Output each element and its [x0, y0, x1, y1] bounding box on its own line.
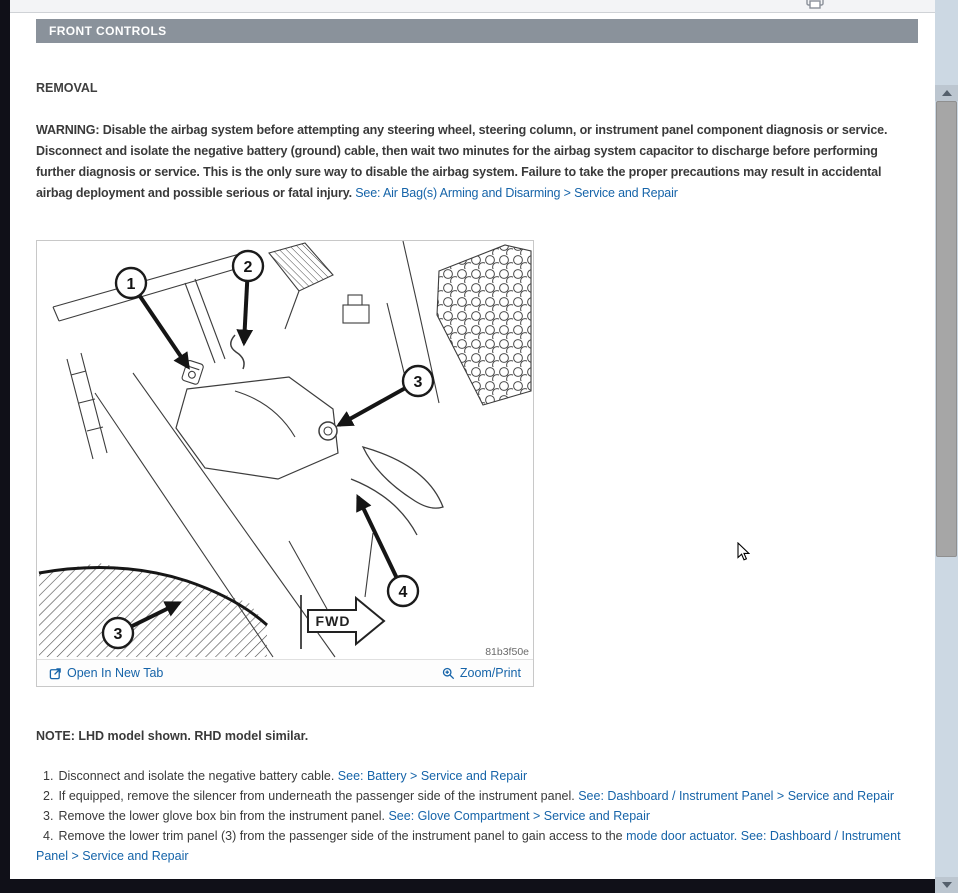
lower-trim-panel [39, 563, 267, 657]
step-number: 1. [43, 769, 54, 783]
scroll-up-button[interactable] [935, 85, 958, 101]
open-in-new-tab-link[interactable] [49, 666, 163, 680]
zoom-print-label: Zoom/Print [459, 666, 521, 680]
scroll-up-icon [942, 90, 952, 96]
svg-text:2: 2 [243, 259, 253, 276]
warning-paragraph [36, 120, 918, 204]
open-in-new-tab-label: Open In New Tab [67, 666, 164, 680]
warning-link[interactable]: See: Air Bag(s) Arming and Disarming > Service and Repair [355, 186, 678, 200]
figure-code: 81b3f50e [485, 646, 529, 658]
callout-2 [233, 251, 263, 281]
svg-text:3: 3 [413, 374, 423, 391]
warning-text: WARNING: Disable the airbag system before attempting any steering wheel, steering column, or instrument panel component diagnosis or service. Disconnect and isolate the negative battery (ground) cable, then wait two minutes for the airbag system capacitor to discharge before performing further diagnosis or service. This is the only sure way to disable the airbag system. Failure to take the proper precautions may result in accidental airbag deployment and possible serious or fatal injury. [36, 123, 888, 200]
svg-text:3: 3 [113, 626, 123, 643]
content-pane [10, 13, 935, 879]
step-text: Disconnect and isolate the negative battery cable. [58, 769, 338, 783]
scrollbar-thumb[interactable] [936, 101, 957, 557]
callout-1 [116, 268, 146, 298]
step-number: 3. [43, 809, 54, 823]
step-number: 2. [43, 789, 54, 803]
mouse-cursor [737, 542, 750, 561]
step-item [36, 786, 922, 806]
steps-list [36, 766, 922, 866]
step-item [36, 766, 922, 786]
top-toolbar [10, 0, 935, 13]
step-link[interactable]: mode door actuator. See: Dashboard / Instrument Panel > Service and Repair [36, 829, 901, 863]
step-link[interactable]: See: Dashboard / Instrument Panel > Service and Repair [578, 789, 895, 803]
fwd-arrow [301, 595, 384, 649]
step-text: Remove the lower glove box bin from the instrument panel. [58, 809, 389, 823]
step-text: If equipped, remove the silencer from underneath the passenger side of the instrument panel. [58, 789, 579, 803]
callout-3 [403, 366, 433, 396]
left-edge-bar [0, 0, 10, 893]
step-link[interactable]: See: Glove Compartment > Service and Repair [388, 809, 651, 823]
step-link[interactable]: See: Battery > Service and Repair [337, 769, 528, 783]
diagram-image [37, 241, 533, 659]
zoom-icon [442, 667, 455, 680]
speaker-grille [437, 245, 531, 405]
zoom-print-link[interactable] [442, 666, 521, 680]
step-number: 4. [43, 829, 54, 843]
svg-text:1: 1 [126, 276, 136, 293]
section-title: FRONT CONTROLS [49, 24, 167, 38]
step-text: Remove the lower trim panel (3) from the passenger side of the instrument panel to gain access to the [58, 829, 627, 843]
svg-text:4: 4 [398, 584, 408, 601]
step-item [36, 806, 922, 826]
print-icon[interactable] [805, 0, 825, 9]
bottom-bar [0, 879, 935, 893]
open-in-new-tab-icon [49, 667, 62, 680]
step-item [36, 826, 922, 866]
removal-heading: REMOVAL [36, 81, 98, 95]
scroll-down-icon [942, 882, 952, 888]
scrollbar[interactable] [935, 0, 958, 893]
scroll-down-button[interactable] [935, 877, 958, 893]
hatched-bracket [269, 243, 333, 291]
figure-footer [37, 659, 533, 686]
section-header [36, 19, 918, 43]
note-text: NOTE: LHD model shown. RHD model similar. [36, 729, 309, 743]
svg-text:FWD: FWD [315, 613, 351, 629]
figure-panel [36, 240, 534, 687]
callout-3b [103, 618, 133, 648]
callout-4 [388, 576, 418, 606]
